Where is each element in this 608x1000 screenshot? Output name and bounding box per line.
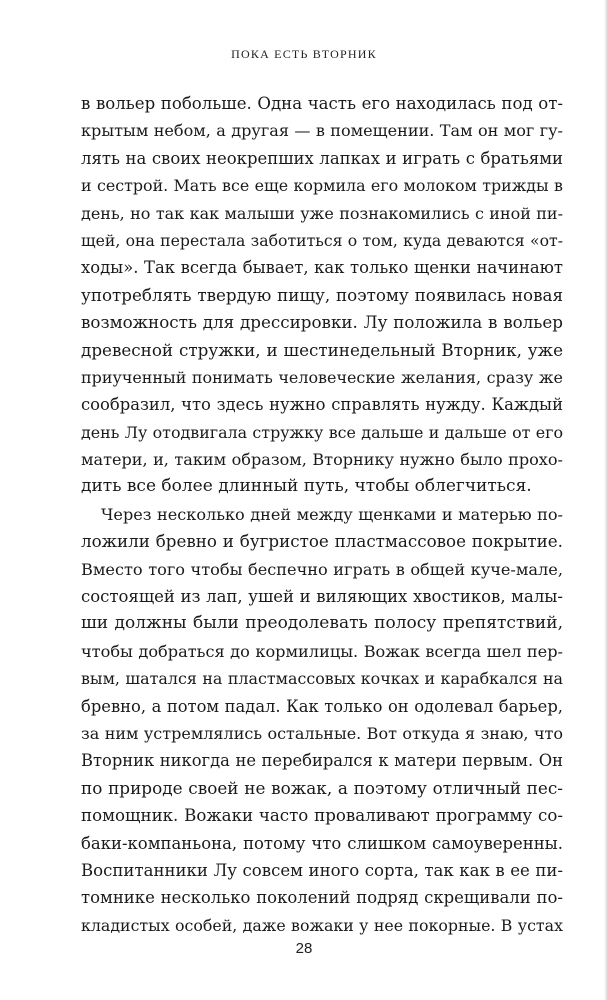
text-line: в вольер побольше. Одна часть его находилась под от- [81, 94, 563, 113]
text-line: лять на своих неокрепших лапках и играть с братьями [81, 148, 563, 168]
text-line: томнике несколько поколений подряд скрещивали по- [81, 888, 563, 908]
text-line: Вместо того чтобы беспечно играть в общей куче-мале, [81, 559, 563, 579]
running-head: ПОКА ЕСТЬ ВТОРНИК [231, 47, 377, 61]
text-line: матери, и, таким образом, Вторнику нужно было прохо- [81, 450, 563, 470]
page-edge-shadow [604, 0, 608, 1000]
text-line: баки-компаньона, потому что слишком самоуверенны. [81, 833, 563, 853]
text-line: ши должны были преодолевать полосу препятствий, [81, 613, 563, 634]
text-line: крытым небом, а другая — в помещении. Там он мог гу- [81, 121, 563, 141]
text-line: день, но так как малыши уже познакомились с иной пи- [81, 203, 563, 223]
text-line: и сестрой. Мать все еще кормила его молоком трижды в [81, 176, 563, 196]
text-line: Вторник никогда не перебирался к матери первым. Он [81, 751, 563, 771]
text-line: древесной стружки, и шестинедельный Вторник, уже [81, 339, 563, 360]
text-line: дить все более длинный путь, чтобы облегчиться. [81, 476, 532, 497]
text-line: приученный понимать человеческие желания, сразу же [81, 367, 563, 387]
text-line: по природе своей не вожак, а поэтому отличный пес- [81, 777, 563, 798]
text-line: чтобы добраться до кормилицы. Вожак всегда шел пер- [81, 641, 563, 661]
text-line: состоящей из лап, ушей и виляющих хвостиков, малы- [81, 587, 563, 607]
text-line: бревно, а потом падал. Как только он одолевал барьер, [81, 696, 563, 716]
text-line: ложили бревно и бугристое пластмассовое покрытие. [81, 531, 563, 552]
text-line: сообразил, что здесь нужно справлять нужду. Каждый [81, 395, 563, 415]
text-line: вым, шатался на пластмассовых кочках и карабкался на [81, 669, 563, 689]
text-line: день Лу отодвигала стружку все дальше и дальше от его [81, 422, 563, 442]
text-line: Воспитанники Лу совсем иного сорта, так как в ее пи- [81, 860, 563, 880]
text-line: возможность для дрессировки. Лу положила в вольер [81, 312, 563, 333]
text-line: щей, она перестала заботиться о том, куда деваются «от- [81, 230, 563, 250]
text-line: за ним устремлялись остальные. Вот откуда я знаю, что [81, 723, 563, 743]
text-line: употреблять твердую пищу, поэтому появилась новая [81, 284, 563, 305]
text-line: ходы». Так всегда бывает, как только щенки начинают [81, 258, 563, 278]
text-line: помощник. Вожаки часто проваливают программу со- [81, 806, 563, 826]
text-line: кладистых особей, даже вожаки у нее покорные. В устах [81, 915, 563, 935]
page-number: 28 [295, 940, 313, 957]
text-line: Через несколько дней между щенками и матерью по- [101, 504, 563, 524]
body-text [81, 90, 563, 939]
